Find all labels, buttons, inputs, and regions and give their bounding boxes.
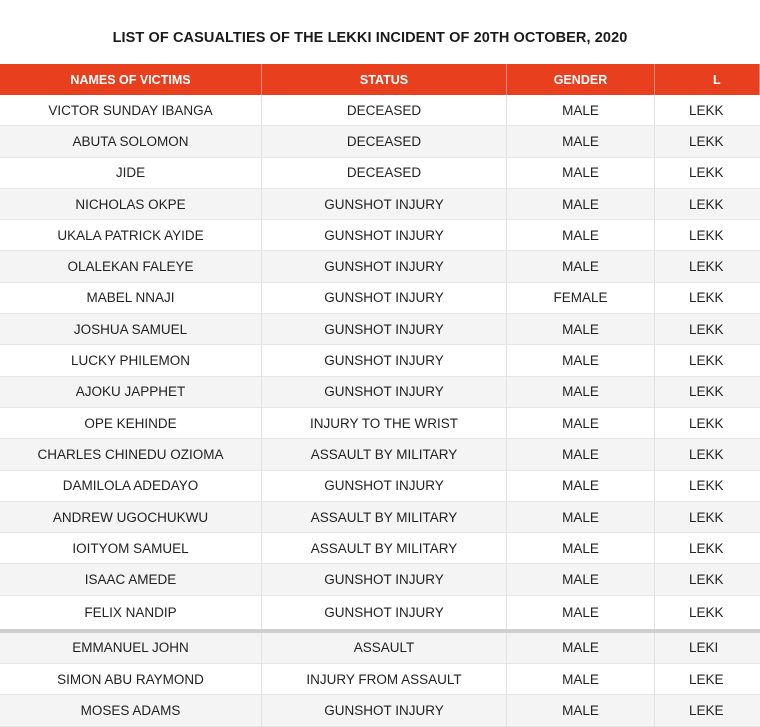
location-cell: LEKI [689, 640, 719, 656]
table-row [0, 564, 760, 595]
gender-cell: MALE [507, 633, 655, 663]
location-cell: LEKK [689, 165, 724, 181]
gender-cell: MALE [507, 408, 655, 438]
status-cell: GUNSHOT INJURY [262, 283, 507, 313]
location-cell: LEKE [689, 702, 724, 718]
victim-name-cell: NICHOLAS OKPE [0, 189, 262, 219]
location-cell: LEKK [689, 572, 724, 588]
victim-name-cell: ISAAC AMEDE [0, 564, 262, 594]
gender-cell: MALE [507, 220, 655, 250]
victim-name-cell: DAMILOLA ADEDAYO [0, 471, 262, 501]
victim-name-cell: CHARLES CHINEDU OZIOMA [0, 439, 262, 469]
table-row [0, 695, 760, 726]
victim-name-cell: VICTOR SUNDAY IBANGA [0, 95, 262, 125]
location-cell: LEKK [689, 133, 724, 149]
status-cell: GUNSHOT INJURY [262, 596, 507, 629]
table-row [0, 95, 760, 126]
location-cell: LEKK [689, 446, 724, 462]
table-row [0, 314, 760, 345]
location-cell: LEKK [689, 290, 724, 306]
location-cell: LEKK [689, 478, 724, 494]
victim-name-cell: JIDE [0, 158, 262, 188]
table-row [0, 471, 760, 502]
status-cell: GUNSHOT INJURY [262, 695, 507, 725]
header-location: L [655, 64, 760, 95]
status-cell: ASSAULT BY MILITARY [262, 439, 507, 469]
gender-cell: MALE [507, 158, 655, 188]
victim-name-cell: ANDREW UGOCHUKWU [0, 502, 262, 532]
gender-cell: MALE [507, 189, 655, 219]
victim-name-cell: OLALEKAN FALEYE [0, 251, 262, 281]
table-row [0, 377, 760, 408]
victim-name-cell: OPE KEHINDE [0, 408, 262, 438]
location-cell: LEKK [689, 196, 724, 212]
table-row [0, 126, 760, 157]
status-cell: GUNSHOT INJURY [262, 471, 507, 501]
victim-name-cell: FELIX NANDIP [0, 596, 262, 629]
location-cell: LEKE [689, 671, 724, 687]
status-cell: GUNSHOT INJURY [262, 377, 507, 407]
casualties-table [0, 64, 760, 727]
gender-cell: MALE [507, 95, 655, 125]
table-row [0, 158, 760, 189]
status-cell: INJURY FROM ASSAULT [262, 664, 507, 694]
table-row [0, 189, 760, 220]
victim-name-cell: LUCKY PHILEMON [0, 345, 262, 375]
location-cell: LEKK [689, 604, 724, 620]
status-cell: GUNSHOT INJURY [262, 345, 507, 375]
header-names: NAMES OF VICTIMS [0, 64, 262, 95]
status-cell: GUNSHOT INJURY [262, 220, 507, 250]
gender-cell: MALE [507, 377, 655, 407]
victim-name-cell: ABUTA SOLOMON [0, 126, 262, 156]
status-cell: GUNSHOT INJURY [262, 251, 507, 281]
location-cell: LEKK [689, 102, 724, 118]
table-header [0, 64, 760, 95]
location-cell: LEKK [689, 227, 724, 243]
gender-cell: MALE [507, 664, 655, 694]
status-cell: ASSAULT BY MILITARY [262, 533, 507, 563]
table-row [0, 408, 760, 439]
table-row [0, 533, 760, 564]
victim-name-cell: AJOKU JAPPHET [0, 377, 262, 407]
status-cell: DECEASED [262, 158, 507, 188]
gender-cell: MALE [507, 502, 655, 532]
location-cell: LEKK [689, 509, 724, 525]
location-cell: LEKK [689, 353, 724, 369]
victim-name-cell: UKALA PATRICK AYIDE [0, 220, 262, 250]
gender-cell: MALE [507, 533, 655, 563]
location-cell: LEKK [689, 415, 724, 431]
status-cell: GUNSHOT INJURY [262, 314, 507, 344]
table-row [0, 633, 760, 664]
victim-name-cell: JOSHUA SAMUEL [0, 314, 262, 344]
location-cell: LEKK [689, 321, 724, 337]
gender-cell: MALE [507, 471, 655, 501]
victim-name-cell: MABEL NNAJI [0, 283, 262, 313]
table-row [0, 220, 760, 251]
table-row [0, 283, 760, 314]
table-row [0, 596, 760, 633]
gender-cell: MALE [507, 695, 655, 725]
table-row [0, 439, 760, 470]
status-cell: ASSAULT BY MILITARY [262, 502, 507, 532]
gender-cell: MALE [507, 596, 655, 629]
gender-cell: MALE [507, 314, 655, 344]
page-title: LIST OF CASUALTIES OF THE LEKKI INCIDENT OF 20TH OCTOBER, 2020 [112, 30, 628, 46]
gender-cell: MALE [507, 439, 655, 469]
gender-cell: MALE [507, 251, 655, 281]
table-row [0, 664, 760, 695]
gender-cell: MALE [507, 564, 655, 594]
victim-name-cell: SIMON ABU RAYMOND [0, 664, 262, 694]
status-cell: DECEASED [262, 126, 507, 156]
table-body [0, 95, 760, 727]
gender-cell: MALE [507, 126, 655, 156]
location-cell: LEKK [689, 540, 724, 556]
status-cell: DECEASED [262, 95, 507, 125]
table-row [0, 345, 760, 376]
header-status: STATUS [262, 64, 507, 95]
location-cell: LEKK [689, 259, 724, 275]
table-row [0, 251, 760, 282]
status-cell: GUNSHOT INJURY [262, 564, 507, 594]
status-cell: GUNSHOT INJURY [262, 189, 507, 219]
status-cell: INJURY TO THE WRIST [262, 408, 507, 438]
location-cell: LEKK [689, 384, 724, 400]
header-gender: GENDER [507, 64, 655, 95]
gender-cell: FEMALE [507, 283, 655, 313]
table-row [0, 502, 760, 533]
status-cell: ASSAULT [262, 633, 507, 663]
victim-name-cell: MOSES ADAMS [0, 695, 262, 725]
gender-cell: MALE [507, 345, 655, 375]
victim-name-cell: EMMANUEL JOHN [0, 633, 262, 663]
victim-name-cell: IOITYOM SAMUEL [0, 533, 262, 563]
